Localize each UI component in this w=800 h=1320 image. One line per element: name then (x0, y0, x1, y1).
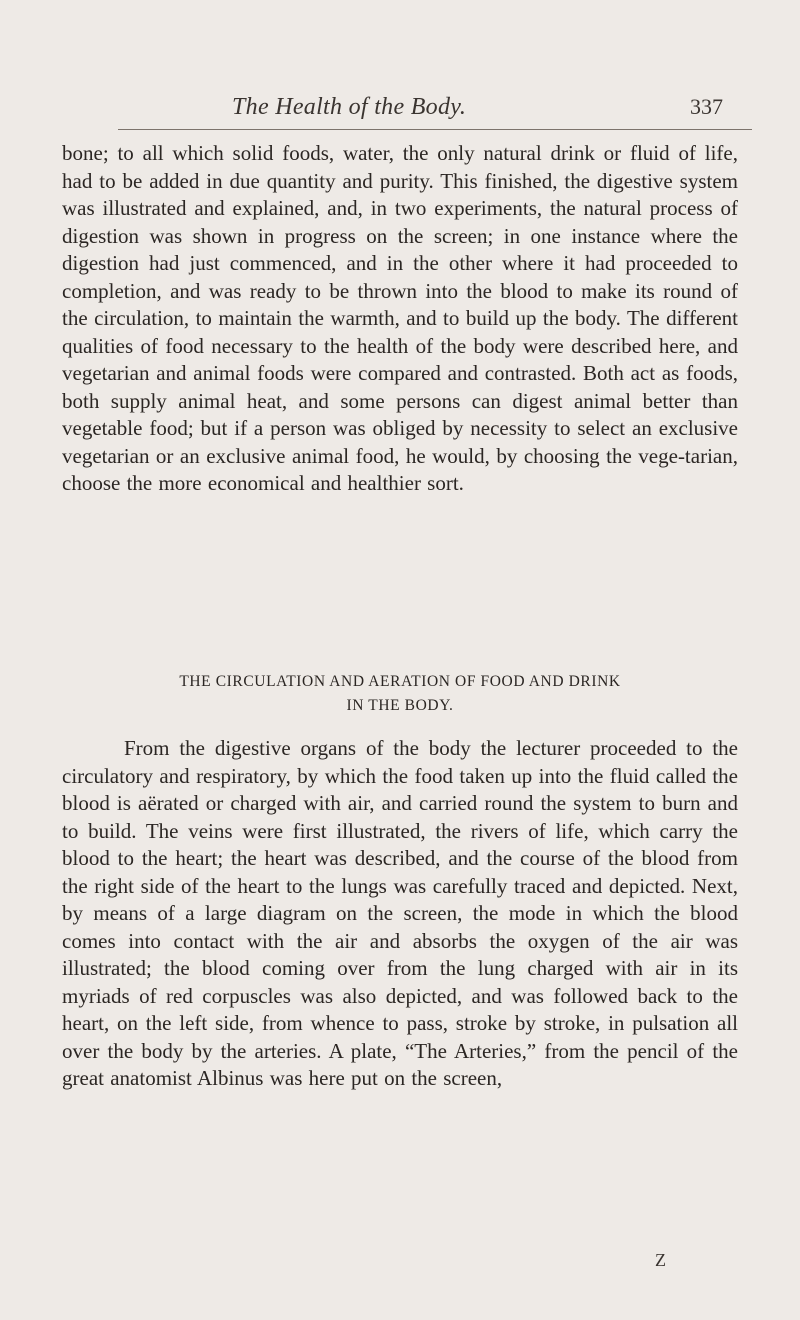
paragraph-1: bone; to all which solid foods, water, the only natural drink or fluid of life, had to be added in due quantity and purity. This finished, the digestive system was illustrated and explained, and, in two experiments, the natural process of digestion was shown in progress on the screen; in one instance where the digestion had just commenced, and in the other where it had proceeded to completion, and was ready to be thrown into the blood to make its round of the circulation, to maintain the warmth, and to build up the body. The different qualities of food necessary to the health of the body were described here, and vegetarian and animal foods were compared and contrasted. Both act as foods, both supply animal heat, and some persons can digest animal better than vegetable food; but if a person was obliged by necessity to select an exclusive vegetarian or an exclusive animal food, he would, by choosing the vege-tarian, choose the more economical and healthier sort. (62, 141, 738, 495)
signature-mark: Z (655, 1250, 666, 1270)
section-heading (62, 670, 738, 718)
section-heading-line-2: IN THE BODY. (346, 697, 454, 714)
section-heading-line-1: THE CIRCULATION AND AERATION OF FOOD AND DRINK (179, 673, 621, 690)
page-header (232, 94, 752, 134)
paragraph-2: From the digestive organs of the body the lecturer proceeded to the circulatory and respiratory, by which the food taken up into the fluid called the blood is aërated or charged with air, and carried round the system to burn and to build. The veins were first illustrated, the rivers of life, which carry the blood to the heart; the heart was described, and the course of the blood from the right side of the heart to the lungs was carefully traced and depicted. Next, by means of a large diagram on the screen, the mode in which the blood comes into contact with the air and absorbs the oxygen of the air was illustrated; the blood coming over from the lung charged with air in its myriads of red corpuscles was also depicted, and was followed back to the heart, on the left side, from whence to pass, stroke by stroke, in pulsation all over the body by the arteries. A plate, “The Arteries,” from the pencil of the great anatomist Albinus was here put on the screen, (62, 736, 738, 1090)
running-title: The Health of the Body. (232, 94, 467, 120)
page-number: 337 (690, 94, 723, 119)
header-rule (118, 129, 752, 130)
